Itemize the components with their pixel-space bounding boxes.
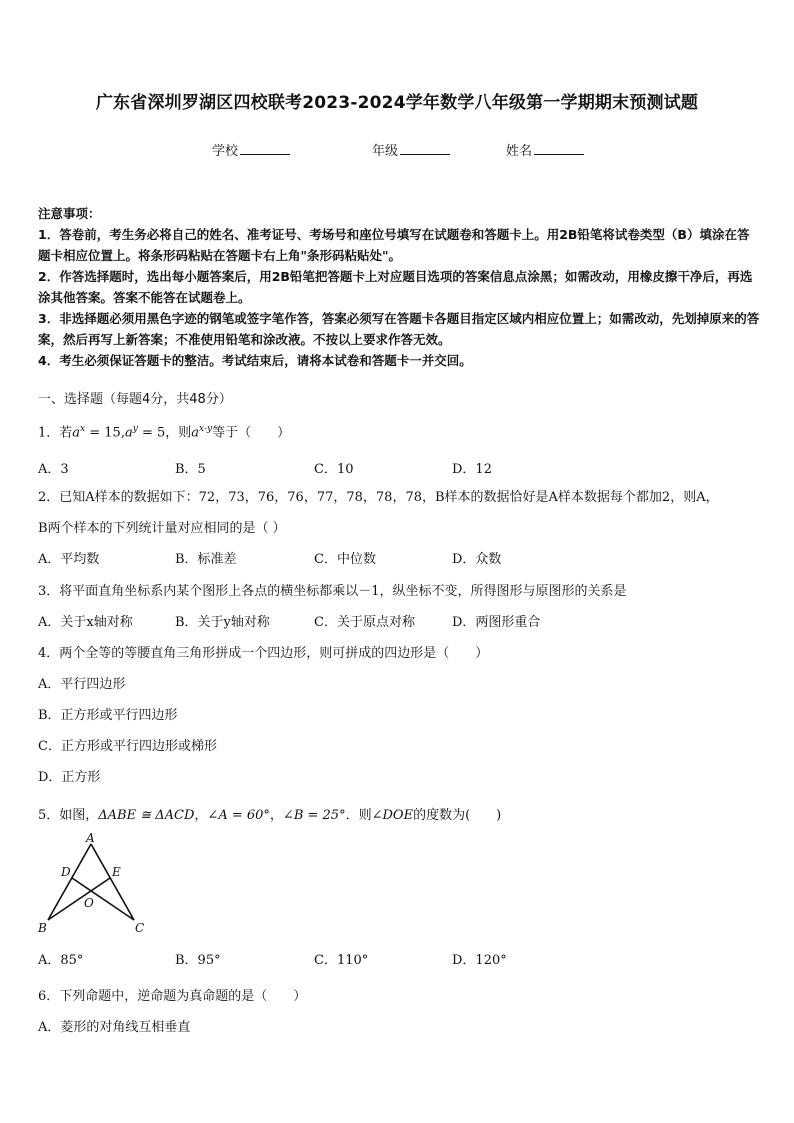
option-d[interactable]: D．众数 [452, 552, 502, 567]
option-b[interactable]: B．5 [175, 462, 206, 478]
exam-title: 广东省深圳罗湖区四校联考2023-2024学年数学八年级第一学期期末预测试题 [95, 93, 699, 113]
triangle-figure [34, 832, 154, 936]
option-a[interactable]: A．关于x轴对称 [38, 615, 133, 630]
question-3 [38, 576, 760, 638]
label-d: D [61, 865, 71, 879]
option-d[interactable]: D．正方形 [38, 770, 101, 785]
q5-math: ∠A = 60° [207, 808, 270, 823]
option-c[interactable]: C．中位数 [314, 552, 376, 567]
q1-text: 等于（ ） [212, 425, 291, 441]
option-c[interactable]: C．10 [314, 462, 354, 478]
school-field [212, 140, 290, 159]
q1-math: a [124, 425, 133, 441]
question-5-options-wrap [38, 945, 760, 976]
question-5 [38, 800, 760, 831]
segment-be [48, 878, 110, 920]
q1-text: ，则 [165, 425, 192, 441]
q1-number: 1．若 [38, 425, 73, 441]
q1-math: x-y [199, 424, 213, 434]
label-o: O [84, 896, 94, 910]
option-c[interactable]: C．关于原点对称 [314, 615, 415, 630]
exam-notes [38, 203, 760, 371]
option-b[interactable]: B．95° [175, 953, 221, 968]
q1-math: x [80, 424, 86, 434]
label-b: B [38, 921, 47, 935]
option-c[interactable]: C．110° [314, 953, 369, 968]
option-a[interactable]: A．菱形的对角线互相垂直 [38, 1020, 191, 1035]
question-2-options [38, 544, 760, 575]
option-b[interactable]: B．正方形或平行四边形 [38, 708, 178, 723]
option-d[interactable]: D．两图形重合 [452, 615, 541, 630]
name-field [506, 140, 584, 159]
label-c: C [135, 921, 145, 935]
q1-math: = 15, [85, 425, 125, 441]
q5-text: ， [194, 808, 208, 823]
question-6 [38, 981, 760, 1043]
q5-number: 5．如图， [38, 808, 99, 823]
q5-text: ．则 [345, 808, 372, 823]
note-item: 3．非选择题必须用黑色字迹的钢笔或签字笔作答，答案必须写在答题卡各题目指定区域内相应位置上；如需改动，先划掉原来的答案，然后再写上新答案；不准使用铅笔和涂改液。不按以上要求作答无效。 [38, 311, 760, 347]
question-5-options [38, 945, 760, 976]
label-e: E [112, 865, 121, 879]
question-2 [38, 482, 760, 575]
option-d[interactable]: D．12 [452, 462, 492, 478]
q1-math: = 5 [137, 425, 166, 441]
label-a: A [86, 832, 95, 845]
q5-math: ∠DOE [371, 808, 414, 823]
q5-text: 的度数为( ) [413, 808, 502, 823]
notes-heading: 注意事项： [38, 206, 101, 221]
option-a[interactable]: A．平均数 [38, 552, 100, 567]
option-b[interactable]: B．标准差 [175, 552, 237, 567]
name-blank [534, 141, 584, 155]
note-item: 1．答卷前，考生务必将自己的姓名、准考证号、考场号和座位号填写在试题卷和答题卡上。用2B铅笔将试卷类型（B）填涂在答题卡相应位置上。将条形码粘贴在答题卡右上角"条形码粘贴处"。 [38, 227, 750, 263]
question-1-stem [38, 414, 760, 448]
q5-text: ， [269, 808, 283, 823]
segment-ac [91, 844, 134, 920]
question-5-stem [38, 800, 760, 831]
option-a[interactable]: A．3 [38, 462, 69, 478]
school-label: 学校 [212, 144, 239, 159]
school-blank [240, 141, 290, 155]
q5-math: ΔABE ≅ ΔACD [98, 808, 195, 823]
option-b[interactable]: B．关于y轴对称 [175, 615, 270, 630]
question-4-stem: 4．两个全等的等腰直角三角形拼成一个四边形，则可拼成的四边形是（ ） [38, 646, 489, 661]
q1-math: y [132, 424, 138, 434]
q1-math: a [191, 425, 200, 441]
q1-math: a [72, 425, 81, 441]
name-label: 姓名 [506, 144, 533, 159]
question-3-stem: 3．将平面直角坐标系内某个图形上各点的横坐标都乘以－1，纵坐标不变，所得图形与原图形的关系是 [38, 584, 627, 599]
option-a[interactable]: A．平行四边形 [38, 677, 126, 692]
grade-label: 年级 [372, 144, 399, 159]
question-2-stem-line1: 2．已知A样本的数据如下：72，73，76，76，77，78，78，78，B样本的数据恰好是A样本数据每个都加2，则A， [38, 490, 719, 505]
grade-field [372, 140, 450, 159]
question-1-options [38, 454, 760, 485]
segment-cd [72, 878, 134, 920]
note-item: 4．考生必须保证答题卡的整洁。考试结束后，请将本试卷和答题卡一并交回。 [38, 353, 472, 368]
question-3-options [38, 607, 760, 638]
question-1 [38, 414, 760, 485]
note-item: 2．作答选择题时，选出每小题答案后，用2B铅笔把答题卡上对应题目选项的答案信息点涂黑；如需改动，用橡皮擦干净后，再选涂其他答案。答案不能答在试题卷上。 [38, 269, 753, 305]
option-d[interactable]: D．120° [452, 953, 507, 968]
option-a[interactable]: A．85° [38, 953, 84, 968]
question-4 [38, 638, 760, 793]
question-2-stem-line2: B两个样本的下列统计量对应相同的是（ ） [38, 521, 286, 536]
q5-math: ∠B = 25° [282, 808, 346, 823]
grade-blank [400, 141, 450, 155]
section-title: 一、选择题（每题4分，共48分） [38, 392, 232, 407]
question-6-stem: 6．下列命题中，逆命题为真命题的是（ ） [38, 989, 307, 1004]
option-c[interactable]: C．正方形或平行四边形或梯形 [38, 739, 217, 754]
